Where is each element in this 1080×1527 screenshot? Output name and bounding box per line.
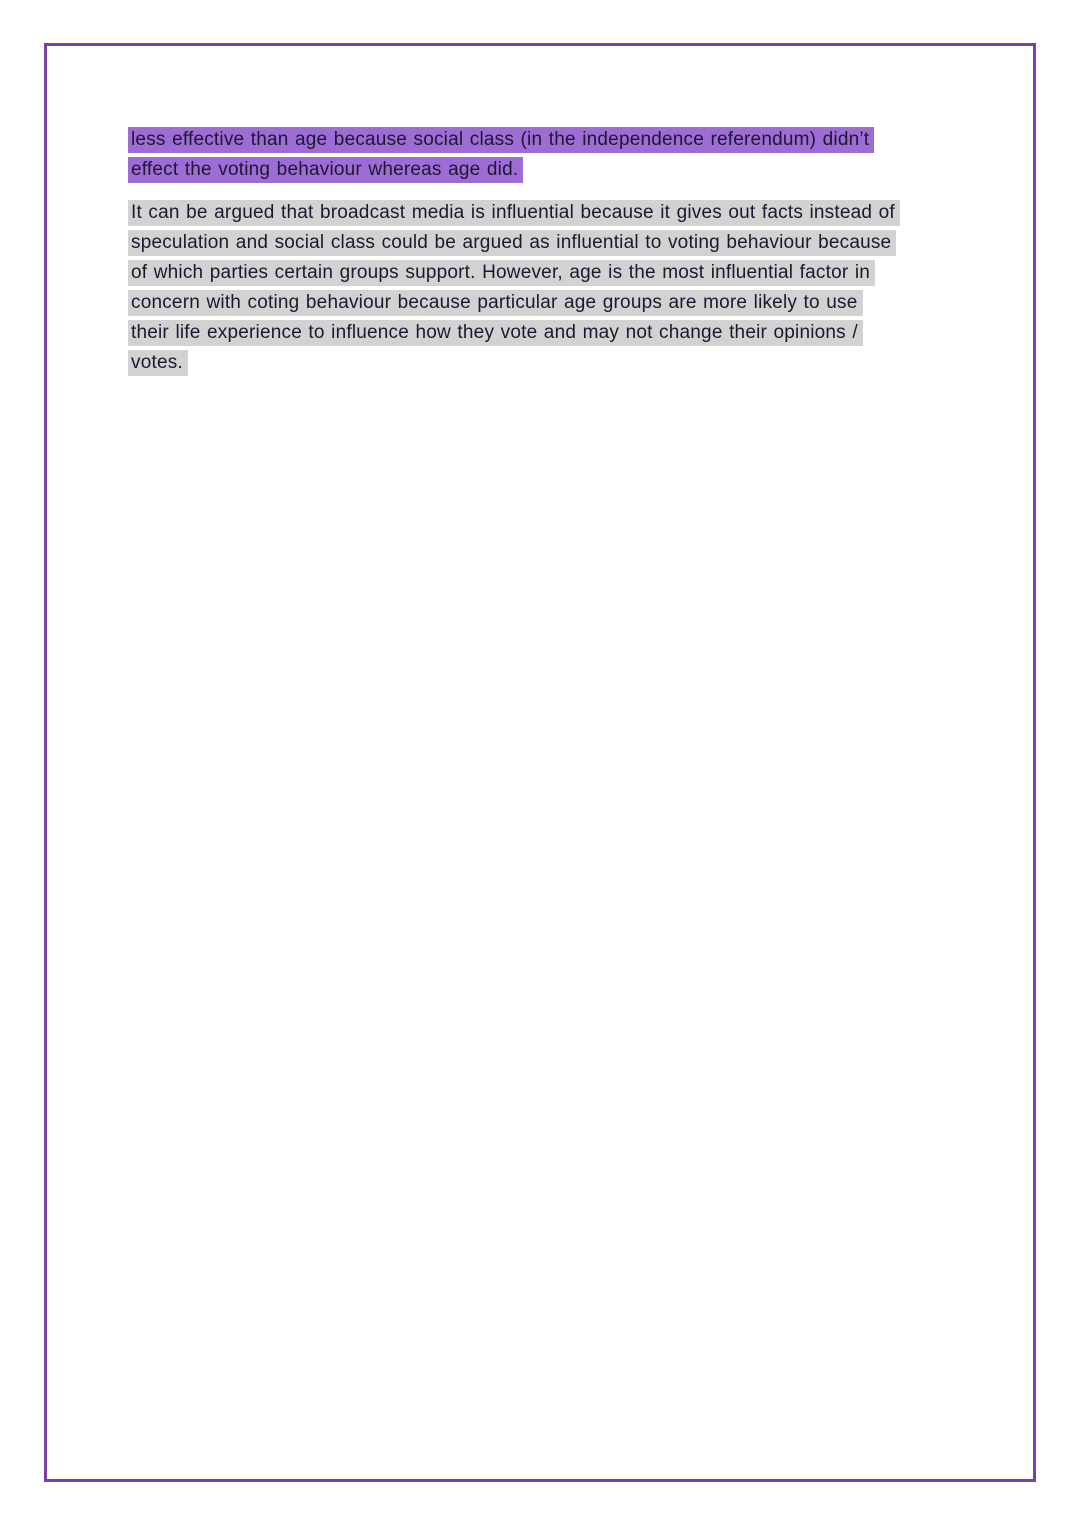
document-content — [47, 46, 1033, 376]
highlighted-text-line: of which parties certain groups support. However, age is the most influential factor in — [128, 260, 875, 286]
highlighted-text-line: concern with coting behaviour because particular age groups are more likely to use — [128, 290, 863, 316]
highlighted-text-line: speculation and social class could be argued as influential to voting behaviour because — [128, 230, 896, 256]
paragraph-purple-highlight — [128, 127, 993, 183]
page-border — [44, 43, 1036, 1482]
paragraph-gray-highlight — [128, 200, 993, 376]
highlighted-text-line: less effective than age because social class (in the independence referendum) didn’t — [128, 127, 874, 153]
highlighted-text-line: effect the voting behaviour whereas age did. — [128, 157, 523, 183]
highlighted-text-line: It can be argued that broadcast media is influential because it gives out facts instead of — [128, 200, 900, 226]
highlighted-text-line: votes. — [128, 350, 188, 376]
highlighted-text-line: their life experience to influence how they vote and may not change their opinions / — [128, 320, 863, 346]
